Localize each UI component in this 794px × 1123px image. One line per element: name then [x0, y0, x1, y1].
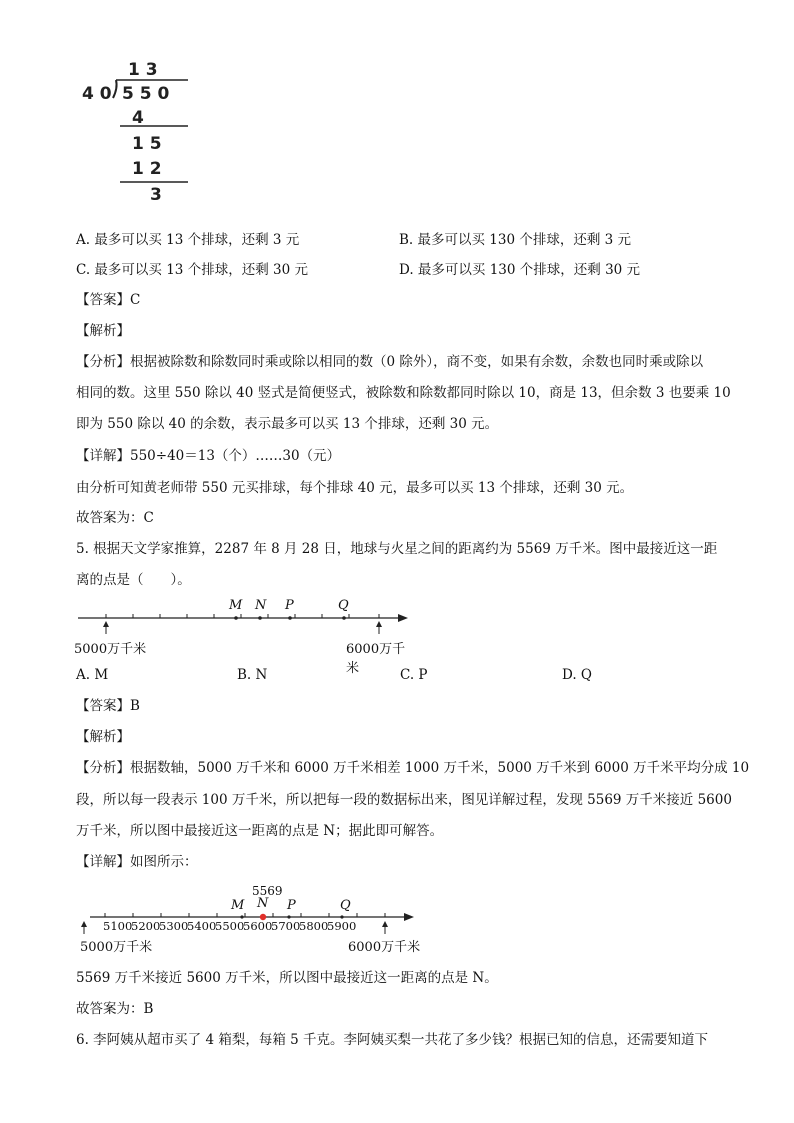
tick-label-5500: 5500	[215, 919, 245, 933]
tick-label-5700: 5700	[271, 919, 301, 933]
long-division-figure	[80, 58, 200, 208]
q5-option-c[interactable]: C. P	[400, 667, 428, 683]
q4-option-a[interactable]: A. 最多可以买 13 个排球，还剩 3 元	[76, 232, 300, 248]
q5-fenxi-line-3: 万千米，所以图中最接近这一距离的点是 N；据此即可解答。	[76, 823, 444, 839]
divisor: 4 0	[82, 84, 112, 104]
detailed-right-label: 6000万千米	[348, 940, 421, 955]
tick-label-5200: 5200	[131, 919, 161, 933]
division-step-2: 1 5	[132, 134, 162, 154]
quotient: 1 3	[128, 60, 158, 80]
q4-option-d[interactable]: D. 最多可以买 130 个排球，还剩 30 元	[399, 262, 641, 278]
point-label-q: Q	[338, 598, 349, 613]
q4-analysis-tag: 【解析】	[76, 323, 130, 339]
answer-tag: 【答案】	[76, 292, 130, 308]
q4-final-answer: 故答案为：C	[76, 510, 154, 526]
tick-label-5600: 5600	[243, 919, 273, 933]
q5-option-b[interactable]: B. N	[237, 667, 268, 683]
q4-option-c[interactable]: C. 最多可以买 13 个排球，还剩 30 元	[76, 262, 308, 278]
q6-stem-line-1: 6. 李阿姨从超市买了 4 箱梨，每箱 5 千克。李阿姨买梨一共花了多少钱？根据已知的信息，还需要知道下	[76, 1032, 709, 1048]
division-step-3: 1 2	[132, 159, 162, 179]
q4-xiangjie-line: 【详解】550÷40＝13（个）……30（元）	[76, 448, 341, 464]
division-step-1: 4	[132, 108, 144, 128]
tick-label-5100: 5100	[103, 919, 133, 933]
q4-fenxi-line-3: 即为 550 除以 40 的余数，表示最多可以买 13 个排球，还剩 30 元。	[76, 416, 499, 432]
q5-option-a[interactable]: A. M	[76, 667, 109, 683]
xiangjie-tag: 【详解】	[76, 448, 130, 464]
point-label-p: P	[285, 598, 294, 613]
q4-answer: C	[130, 292, 141, 308]
tick-label-5800: 5800	[299, 919, 329, 933]
q5-answer-line	[76, 696, 140, 716]
point-label-m: M	[229, 598, 243, 613]
q4-option-b[interactable]: B. 最多可以买 130 个排球，还剩 3 元	[399, 232, 632, 248]
division-remainder: 3	[150, 185, 162, 205]
point-label-p: P	[287, 898, 296, 913]
point-label-n: N	[257, 896, 269, 911]
xiangjie-tag: 【详解】	[76, 854, 130, 870]
number-line-left-label: 5000万千米	[74, 642, 147, 657]
q5-analysis-tag: 【解析】	[76, 729, 130, 745]
point-label-q: Q	[340, 898, 351, 913]
q5-fenxi-line-2: 段，所以每一段表示 100 万千米，所以把每一段的数据标出来，图见详解过程，发现 5569 万千米接近 5600	[76, 792, 732, 808]
answer-tag: 【答案】	[76, 698, 130, 714]
q5-answer: B	[130, 698, 140, 714]
q5-final-answer: 故答案为：B	[76, 1001, 154, 1017]
q5-option-d[interactable]: D. Q	[562, 667, 592, 683]
number-line-right-label: 6000万千米	[346, 642, 406, 676]
tick-label-5900: 5900	[327, 919, 357, 933]
tick-label-5400: 5400	[187, 919, 217, 933]
detailed-left-label: 5000万千米	[80, 940, 153, 955]
point-label-m: M	[231, 898, 245, 913]
fenxi-tag: 【分析】	[76, 760, 130, 776]
q5-detailed-number-line	[76, 880, 426, 960]
division-bracket-lines	[80, 58, 200, 208]
q5-stem-line-1: 5. 根据天文学家推算，2287 年 8 月 28 日，地球与火星之间的距离约为 5569 万千米。图中最接近这一距	[76, 541, 718, 557]
dividend: 5 5 0	[122, 84, 170, 104]
q4-fenxi-line-1: 【分析】根据被除数和除数同时乘或除以相同的数（0 除外），商不变，如果有余数，余数也同时乘或除以	[76, 354, 704, 370]
point-label-n: N	[255, 598, 267, 613]
q5-fenxi-line-1: 【分析】根据数轴，5000 万千米和 6000 万千米相差 1000 万千米，5000 万千米到 6000 万千米平均分成 10	[76, 760, 750, 776]
q4-answer-line	[76, 290, 140, 310]
q5-stem-line-2: 离的点是（ ）。	[76, 572, 191, 588]
value-label-5569: 5569	[252, 884, 283, 898]
fenxi-tag: 【分析】	[76, 354, 130, 370]
q5-conclusion: 5569 万千米接近 5600 万千米，所以图中最接近这一距离的点是 N。	[76, 970, 498, 986]
q4-conclusion: 由分析可知黄老师带 550 元买排球，每个排球 40 元，最多可以买 13 个排球，还剩 30 元。	[76, 480, 634, 496]
tick-label-5300: 5300	[159, 919, 189, 933]
q4-fenxi-line-2: 相同的数。这里 550 除以 40 竖式是简便竖式，被除数和除数都同时除以 10，商是 13，但余数 3 也要乘 10	[76, 385, 731, 401]
q5-xiangjie-line: 【详解】如图所示：	[76, 854, 198, 870]
